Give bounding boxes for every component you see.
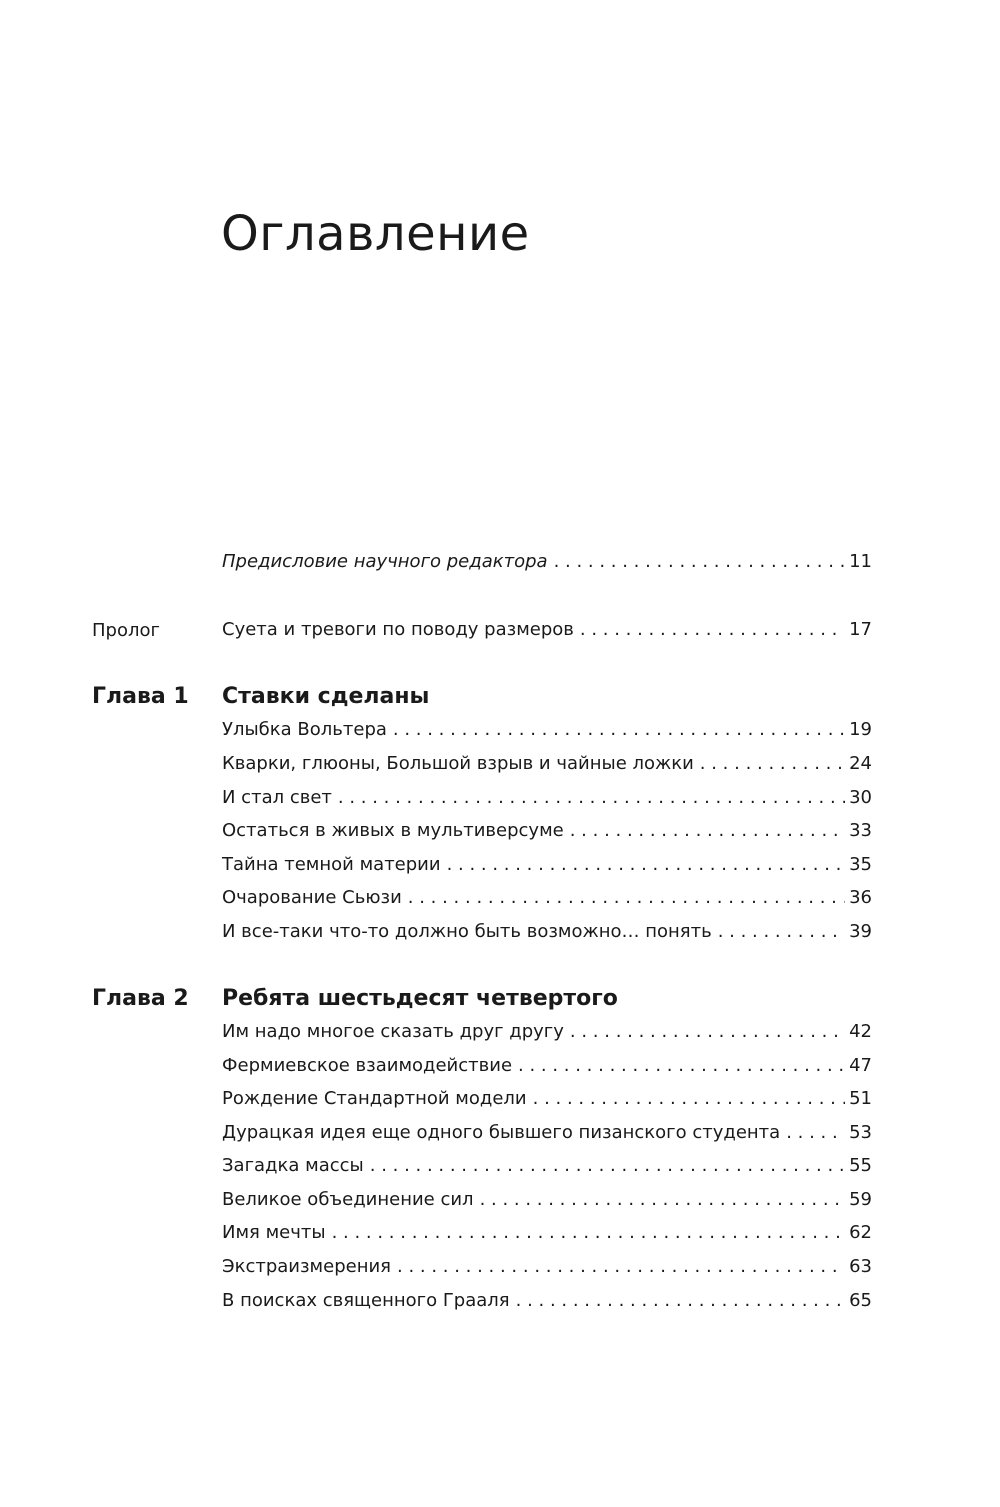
toc-entry-page: 33 bbox=[849, 820, 872, 841]
toc-entry-title: Фермиевское взаимодействие bbox=[222, 1055, 513, 1076]
toc-entry-page: 30 bbox=[849, 787, 872, 808]
toc-entry-title: Кварки, глюоны, Большой взрыв и чайные ложки bbox=[222, 753, 694, 774]
toc-entry[interactable] bbox=[222, 854, 872, 880]
toc-entry-prologue[interactable] bbox=[222, 619, 872, 645]
toc-entry[interactable] bbox=[222, 921, 872, 947]
toc-entry-title: Дурацкая идея еще одного бывшего пизанского студента bbox=[222, 1122, 781, 1143]
dot-leader bbox=[518, 1055, 845, 1076]
toc-entry-page: 36 bbox=[849, 887, 872, 908]
toc-entry-title: Улыбка Вольтера bbox=[222, 719, 387, 740]
toc-entry-title: Имя мечты bbox=[222, 1222, 326, 1243]
toc-entry-title: И стал свет bbox=[222, 787, 332, 808]
dot-leader bbox=[408, 887, 845, 908]
page-title: Оглавление bbox=[221, 206, 530, 262]
toc-entry-foreword[interactable] bbox=[222, 551, 872, 577]
toc-entry[interactable] bbox=[222, 1155, 872, 1181]
dot-leader bbox=[338, 787, 845, 808]
toc-entry-page: 53 bbox=[849, 1122, 872, 1143]
toc-entry-page: 55 bbox=[849, 1155, 872, 1176]
toc-entry-page: 63 bbox=[849, 1256, 872, 1277]
toc-entry-page: 39 bbox=[849, 921, 872, 942]
dot-leader bbox=[570, 1021, 845, 1042]
chapter-1-label: Глава 1 bbox=[92, 684, 189, 709]
toc-entry-page: 42 bbox=[849, 1021, 872, 1042]
dot-leader bbox=[480, 1189, 846, 1210]
toc-entry-page: 35 bbox=[849, 854, 872, 875]
dot-leader bbox=[580, 619, 845, 640]
dot-leader bbox=[786, 1122, 845, 1143]
toc-entry-page: 51 bbox=[849, 1088, 872, 1109]
toc-entry-page: 59 bbox=[849, 1189, 872, 1210]
dot-leader bbox=[393, 719, 845, 740]
dot-leader bbox=[700, 753, 845, 774]
dot-leader bbox=[516, 1290, 845, 1311]
toc-entry[interactable] bbox=[222, 719, 872, 745]
toc-entry-title: Им надо многое сказать друг другу bbox=[222, 1021, 564, 1042]
toc-entry[interactable] bbox=[222, 820, 872, 846]
toc-entry-title: Предисловие научного редактора bbox=[222, 551, 548, 572]
toc-entry-page: 19 bbox=[849, 719, 872, 740]
toc-entry-page: 24 bbox=[849, 753, 872, 774]
toc-entry[interactable] bbox=[222, 1256, 872, 1282]
chapter-2-label: Глава 2 bbox=[92, 986, 189, 1011]
dot-leader bbox=[570, 820, 845, 841]
dot-leader bbox=[397, 1256, 845, 1277]
toc-entry-page: 65 bbox=[849, 1290, 872, 1311]
toc-entry-page: 47 bbox=[849, 1055, 872, 1076]
dot-leader bbox=[370, 1155, 845, 1176]
chapter-1-title[interactable]: Ставки сделаны bbox=[222, 684, 430, 709]
toc-entry-page: 62 bbox=[849, 1222, 872, 1243]
dot-leader bbox=[332, 1222, 846, 1243]
toc-entry[interactable] bbox=[222, 1290, 872, 1316]
toc-entry-title: Великое объединение сил bbox=[222, 1189, 474, 1210]
toc-entry-title: И все-таки что-то должно быть возможно… понять bbox=[222, 921, 712, 942]
toc-entry[interactable] bbox=[222, 887, 872, 913]
toc-entry[interactable] bbox=[222, 1021, 872, 1047]
toc-entry-title: Экстраизмерения bbox=[222, 1256, 391, 1277]
dot-leader bbox=[718, 921, 845, 942]
toc-entry[interactable] bbox=[222, 1189, 872, 1215]
toc-entry[interactable] bbox=[222, 753, 872, 779]
toc-entry-page: 17 bbox=[849, 619, 872, 640]
toc-entry[interactable] bbox=[222, 787, 872, 813]
prologue-label: Пролог bbox=[92, 620, 160, 641]
toc-entry[interactable] bbox=[222, 1088, 872, 1114]
toc-entry[interactable] bbox=[222, 1222, 872, 1248]
toc-entry-title: Суета и тревоги по поводу размеров bbox=[222, 619, 574, 640]
toc-entry-title: Тайна темной материи bbox=[222, 854, 441, 875]
chapter-2-title[interactable]: Ребята шестьдесят четвертого bbox=[222, 986, 618, 1011]
toc-entry-title: Рождение Стандартной модели bbox=[222, 1088, 527, 1109]
toc-entry-page: 11 bbox=[849, 551, 872, 572]
dot-leader bbox=[533, 1088, 845, 1109]
toc-entry-title: Загадка массы bbox=[222, 1155, 364, 1176]
toc-entry-title: Очарование Сьюзи bbox=[222, 887, 402, 908]
toc-entry[interactable] bbox=[222, 1122, 872, 1148]
toc-entry[interactable] bbox=[222, 1055, 872, 1081]
toc-entry-title: В поисках священного Грааля bbox=[222, 1290, 510, 1311]
dot-leader bbox=[554, 551, 846, 572]
dot-leader bbox=[447, 854, 846, 875]
toc-entry-title: Остаться в живых в мультиверсуме bbox=[222, 820, 564, 841]
